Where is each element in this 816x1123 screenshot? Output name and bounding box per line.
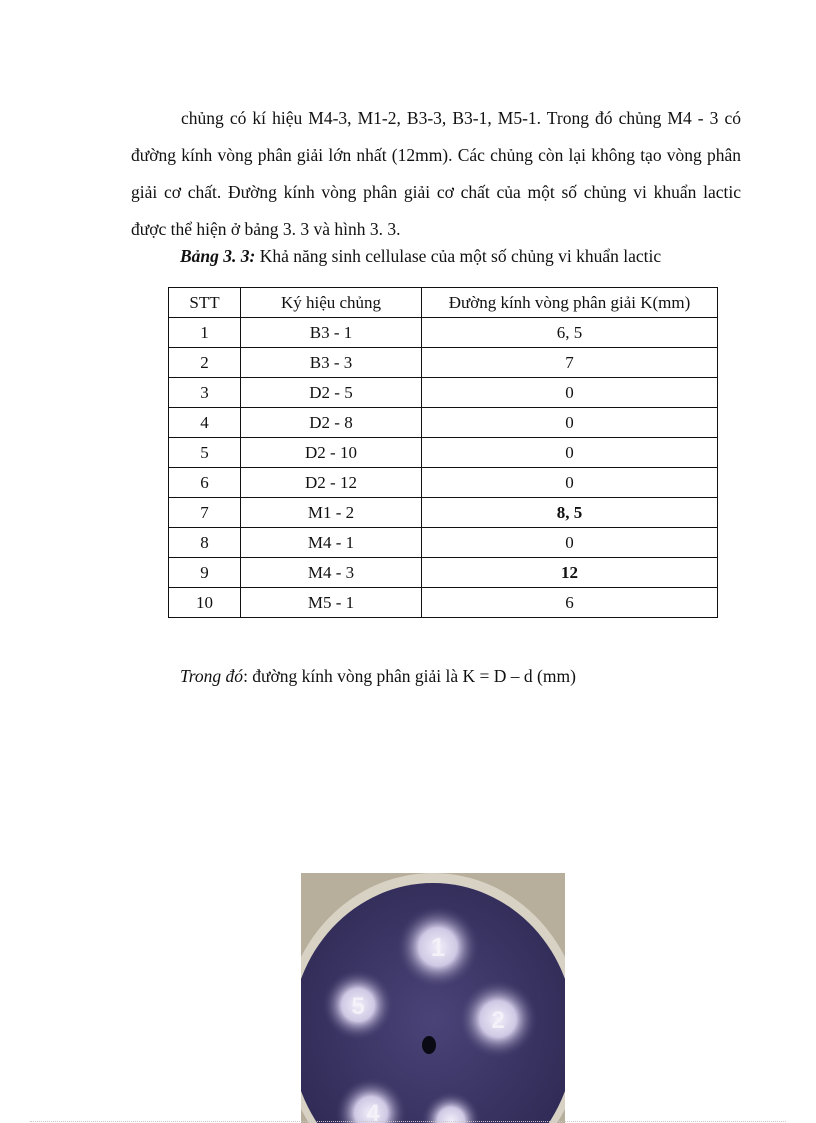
cell-stt: 1	[169, 318, 241, 348]
cell-diameter: 0	[422, 468, 718, 498]
table-header-row	[169, 288, 718, 318]
table-row	[169, 528, 718, 558]
colony-label-5: 5	[351, 993, 365, 1020]
cell-diameter: 12	[422, 558, 718, 588]
cell-stt: 5	[169, 438, 241, 468]
cell-diameter: 0	[422, 528, 718, 558]
cell-diameter: 0	[422, 378, 718, 408]
cell-stt: 3	[169, 378, 241, 408]
colony-label-4: 4	[366, 1100, 380, 1123]
cell-stt: 9	[169, 558, 241, 588]
cell-strain: D2 - 5	[241, 378, 422, 408]
table-row	[169, 588, 718, 618]
cell-stt: 8	[169, 528, 241, 558]
caption-label: Bảng 3. 3:	[180, 246, 256, 266]
cell-diameter: 6, 5	[422, 318, 718, 348]
table-caption	[0, 246, 816, 267]
colony-label-1: 1	[430, 932, 446, 962]
table-row	[169, 408, 718, 438]
note-label: Trong đó	[180, 666, 244, 686]
colony-label-2: 2	[491, 1007, 505, 1034]
cell-strain: B3 - 1	[241, 318, 422, 348]
cell-strain: M4 - 1	[241, 528, 422, 558]
cell-strain: M4 - 3	[241, 558, 422, 588]
petri-dish-photo	[301, 873, 565, 1123]
results-table	[168, 287, 718, 618]
table-row	[169, 378, 718, 408]
cell-diameter: 7	[422, 348, 718, 378]
note-text: : đường kính vòng phân giải là K = D – d (mm)	[243, 666, 576, 686]
page-bottom-divider	[30, 1121, 786, 1122]
table-row	[169, 498, 718, 528]
table-row	[169, 318, 718, 348]
formula-note	[180, 666, 576, 687]
cell-stt: 4	[169, 408, 241, 438]
cell-diameter: 8, 5	[422, 498, 718, 528]
caption-text: Khả năng sinh cellulase của một số chủng vi khuẩn lactic	[255, 246, 662, 266]
header-strain: Ký hiệu chủng	[241, 288, 422, 318]
cell-strain: M1 - 2	[241, 498, 422, 528]
header-stt: STT	[169, 288, 241, 318]
cell-diameter: 0	[422, 438, 718, 468]
cell-stt: 2	[169, 348, 241, 378]
header-diameter: Đường kính vòng phân giải K(mm)	[422, 288, 718, 318]
cell-strain: M5 - 1	[241, 588, 422, 618]
table-row	[169, 438, 718, 468]
cell-diameter: 6	[422, 588, 718, 618]
table-row	[169, 468, 718, 498]
cell-stt: 6	[169, 468, 241, 498]
petri-dish-image	[301, 873, 565, 1123]
cell-strain: B3 - 3	[241, 348, 422, 378]
table-row	[169, 348, 718, 378]
table-body	[169, 318, 718, 618]
cell-diameter: 0	[422, 408, 718, 438]
cell-strain: D2 - 8	[241, 408, 422, 438]
center-hole	[422, 1036, 436, 1054]
body-paragraph: chủng có kí hiệu M4-3, M1-2, B3-3, B3-1, M5-1. Trong đó chủng M4 - 3 có đường kính vòng phân giải lớn nhất (12mm). Các chủng còn lại không tạo vòng phân giải cơ chất. Đường kính vòng phân giải cơ chất của một số chủng vi khuẩn lactic được thể hiện ở bảng 3. 3 và hình 3. 3.	[131, 108, 741, 239]
table-row	[169, 558, 718, 588]
cell-stt: 7	[169, 498, 241, 528]
cell-strain: D2 - 12	[241, 468, 422, 498]
cell-strain: D2 - 10	[241, 438, 422, 468]
cell-stt: 10	[169, 588, 241, 618]
